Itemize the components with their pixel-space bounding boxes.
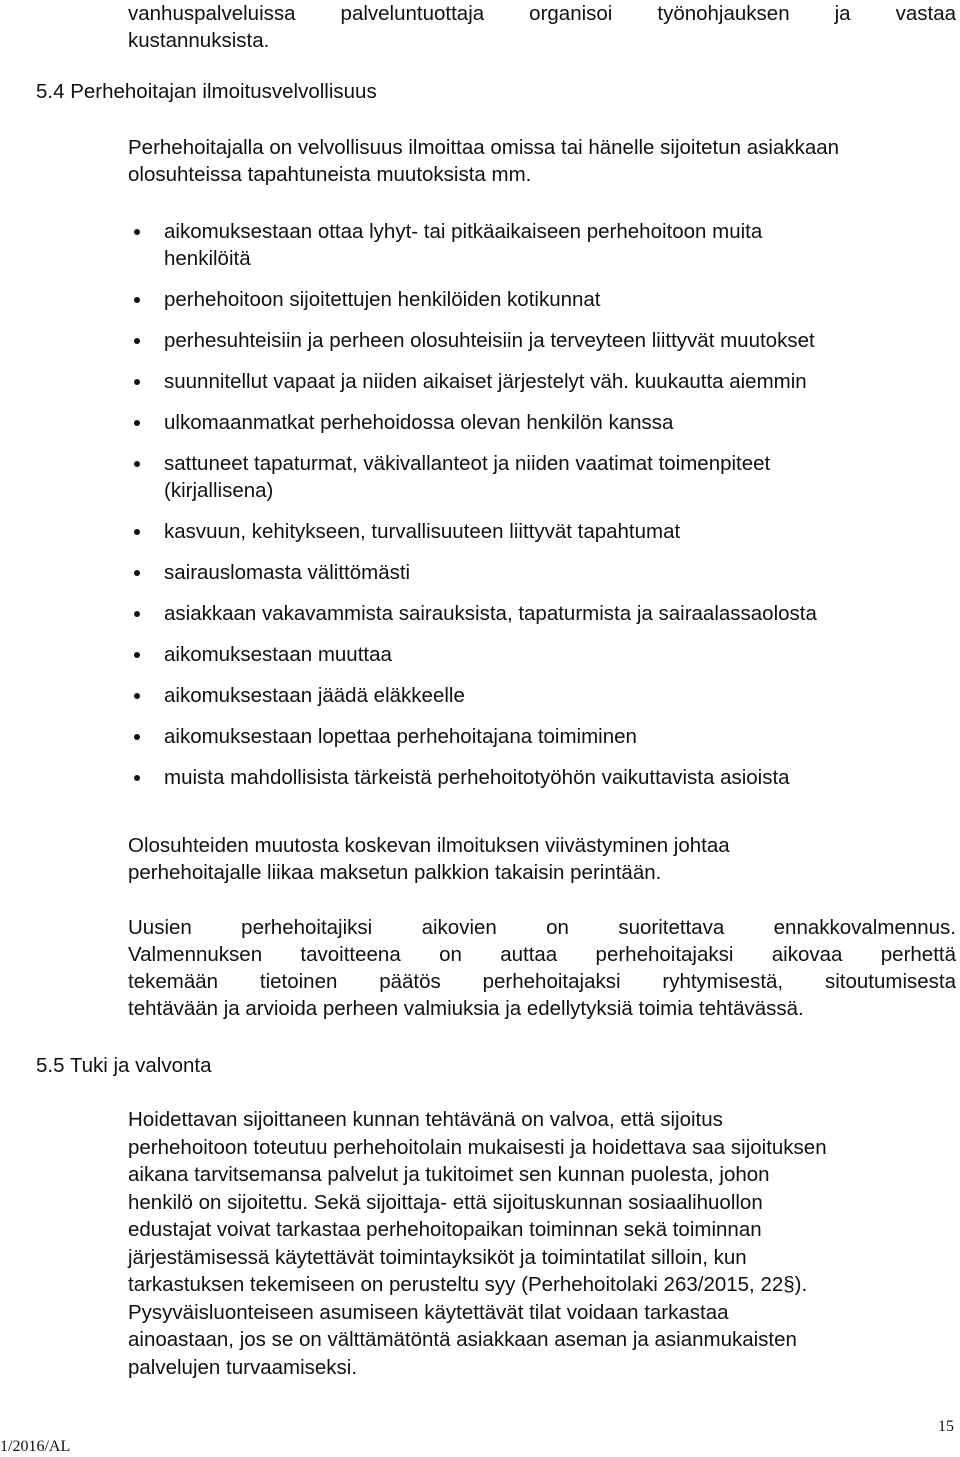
list-item-text-cont: (kirjallisena) bbox=[164, 479, 274, 502]
list-item-text: asiakkaan vakavammista sairauksista, tapaturmista ja sairaalassaolosta bbox=[164, 602, 817, 625]
list-item-text: sairauslomasta välittömästi bbox=[164, 561, 411, 584]
paragraph-line: tarkastuksen tekemiseen on perusteltu syy (Perhehoitolaki 263/2015, 22§). bbox=[128, 1273, 808, 1296]
list-item-text: sattuneet tapaturmat, väkivallanteot ja niiden vaatimat toimenpiteet bbox=[164, 452, 771, 475]
section-5-4-intro-line-2: olosuhteissa tapahtuneista muutoksista mm. bbox=[128, 163, 532, 186]
bullet-icon bbox=[134, 611, 140, 617]
paragraph-line: järjestämisessä käytettävät toimintayksiköt ja toimintatilat silloin, kun bbox=[128, 1246, 747, 1269]
footer-document-code: 1/2016/AL bbox=[0, 1438, 71, 1455]
list-item-text: aikomuksestaan ottaa lyhyt- tai pitkäaikaiseen perhehoitoon muita bbox=[164, 220, 763, 243]
bullet-icon bbox=[134, 379, 140, 385]
paragraph-line: Valmennuksen tavoitteena on auttaa perhehoitajaksi aikovaa perhettä bbox=[128, 943, 956, 966]
list-item-text: aikomuksestaan jäädä eläkkeelle bbox=[164, 684, 465, 707]
paragraph-line: tehtävään ja arvioida perheen valmiuksia ja edellytyksiä toimia tehtävässä. bbox=[128, 997, 804, 1020]
bullet-icon bbox=[134, 229, 140, 235]
paragraph-line: perhehoitajalle liikaa maksetun palkkion takaisin perintään. bbox=[128, 861, 662, 884]
bullet-icon bbox=[134, 734, 140, 740]
list-item-text: aikomuksestaan lopettaa perhehoitajana toimiminen bbox=[164, 725, 637, 748]
list-item-text: kasvuun, kehitykseen, turvallisuuteen liittyvät tapahtumat bbox=[164, 520, 681, 543]
paragraph-line: Hoidettavan sijoittaneen kunnan tehtävänä on valvoa, että sijoitus bbox=[128, 1108, 723, 1131]
bullet-icon bbox=[134, 570, 140, 576]
list-item-text: suunnitellut vapaat ja niiden aikaiset järjestelyt väh. kuukautta aiemmin bbox=[164, 370, 807, 393]
list-item-text: ulkomaanmatkat perhehoidossa olevan henkilön kanssa bbox=[164, 411, 674, 434]
paragraph-line: palvelujen turvaamiseksi. bbox=[128, 1356, 358, 1379]
bullet-icon bbox=[134, 338, 140, 344]
paragraph-line: henkilö on sijoitettu. Sekä sijoittaja- että sijoituskunnan sosiaalihuollon bbox=[128, 1191, 763, 1214]
intro-line-1: vanhuspalveluissa palveluntuottaja organisoi työnohjauksen ja vastaa bbox=[128, 2, 956, 25]
bullet-icon bbox=[134, 529, 140, 535]
paragraph-line: perhehoitoon toteutuu perhehoitolain mukaisesti ja hoidettava saa sijoituksen bbox=[128, 1136, 827, 1159]
bullet-icon bbox=[134, 652, 140, 658]
list-item-text-cont: henkilöitä bbox=[164, 247, 251, 270]
page-number: 15 bbox=[938, 1418, 954, 1435]
bullet-icon bbox=[134, 297, 140, 303]
list-item-text: perhehoitoon sijoitettujen henkilöiden kotikunnat bbox=[164, 288, 601, 311]
section-5-4-intro-line-1: Perhehoitajalla on velvollisuus ilmoittaa omissa tai hänelle sijoitetun asiakkaan bbox=[128, 136, 840, 159]
paragraph-line: aikana tarvitsemansa palvelut ja tukitoimet sen kunnan puolesta, johon bbox=[128, 1163, 770, 1186]
list-item-text: perhesuhteisiin ja perheen olosuhteisiin ja terveyteen liittyvät muutokset bbox=[164, 329, 815, 352]
list-item-text: aikomuksestaan muuttaa bbox=[164, 643, 392, 666]
bullet-icon bbox=[134, 775, 140, 781]
list-item-text: muista mahdollisista tärkeistä perhehoitotyöhön vaikuttavista asioista bbox=[164, 766, 790, 789]
intro-line-2: kustannuksista. bbox=[128, 29, 270, 52]
paragraph-line: tekemään tietoinen päätös perhehoitajaksi ryhtymisestä, sitoutumisesta bbox=[128, 970, 956, 993]
paragraph-line: ainoastaan, jos se on välttämätöntä asiakkaan aseman ja asianmukaisten bbox=[128, 1328, 797, 1351]
section-heading-5-4: 5.4 Perhehoitajan ilmoitusvelvollisuus bbox=[36, 80, 377, 103]
bullet-icon bbox=[134, 420, 140, 426]
paragraph-line: Olosuhteiden muutosta koskevan ilmoituksen viivästyminen johtaa bbox=[128, 834, 730, 857]
paragraph-line: edustajat voivat tarkastaa perhehoitopaikan toiminnan sekä toiminnan bbox=[128, 1218, 762, 1241]
bullet-icon bbox=[134, 461, 140, 467]
section-heading-5-5: 5.5 Tuki ja valvonta bbox=[36, 1054, 212, 1077]
paragraph-line: Pysyväisluonteiseen asumiseen käytettävät tilat voidaan tarkastaa bbox=[128, 1301, 729, 1324]
bullet-icon bbox=[134, 693, 140, 699]
paragraph-line: Uusien perhehoitajiksi aikovien on suoritettava ennakkovalmennus. bbox=[128, 916, 956, 939]
